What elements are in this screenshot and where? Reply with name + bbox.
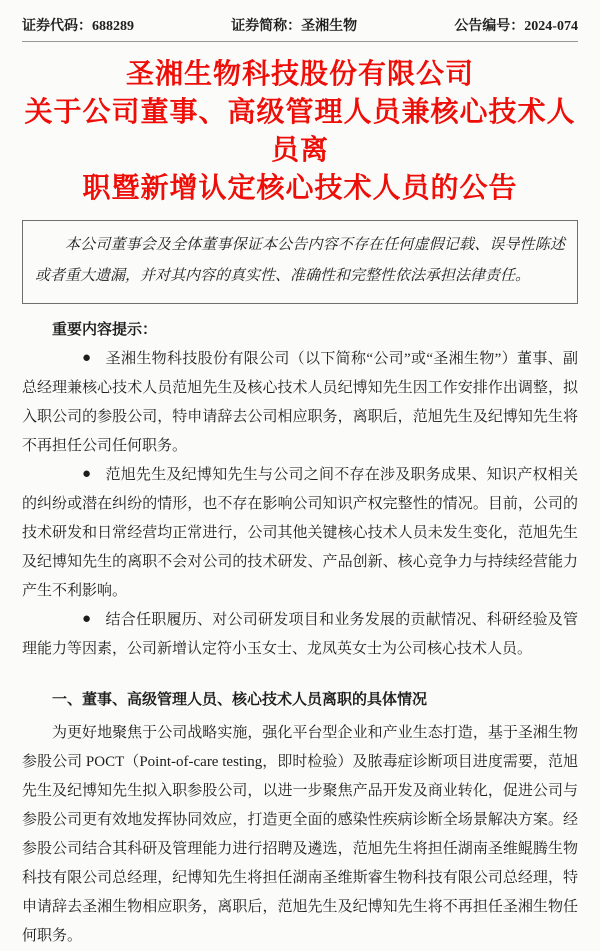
notice-bullet-2 xyxy=(22,461,578,606)
header-divider xyxy=(22,41,578,42)
stock-code: 证券代码：688289 xyxy=(22,19,134,34)
bullet-icon: ● xyxy=(82,350,92,366)
disclaimer-text: 本公司董事会及全体董事保证本公告内容不存在任何虚假记载、误导性陈述或者重大遗漏，并对其内容的真实性、准确性和完整性依法承担法律责任。 xyxy=(35,237,565,284)
document-header xyxy=(22,18,578,36)
document-title xyxy=(22,55,578,207)
important-notice-heading: 重要内容提示： xyxy=(52,322,158,338)
disclaimer-box xyxy=(22,220,578,304)
title-line-2: 关于公司董事、高级管理人员兼核心技术人员离 xyxy=(24,96,576,165)
notice-bullet-1 xyxy=(22,345,578,461)
section-1-paragraph: 为更好地聚焦于公司战略实施，强化平台型企业和产业生态打造，基于圣湘生物参股公司 POCT（Point-of-care testing，即时检验）及脓毒症诊断项目进度需要，范旭先生及纪博知先生拟入职参股公司，以进一步聚焦产品开发及商业转化，促进公司与参股公司更有效地发挥协同效应，打造更全面的感染性疾病诊断全场景解决方案。经参股公司结合其科研及管理能力进行招聘及遴选，范旭先生将担任湖南圣维鲲腾生物科技有限公司总经理，纪博知先生将担任湖南圣维斯睿生物科技有限公司总经理，特申请辞去圣湘生物相应职务，离职后，范旭先生及纪博知先生将不再担任圣湘生物任何职务。 xyxy=(22,725,578,944)
notice-bullet-3-text: 结合任职履历、对公司研发项目和业务发展的贡献情况、科研经验及管理能力等因素，公司新增认定符小玉女士、龙凤英女士为公司核心技术人员。 xyxy=(22,612,578,657)
bullet-icon: ● xyxy=(82,466,92,482)
announcement-number: 公告编号：2024-074 xyxy=(454,19,578,34)
notice-bullet-2-text: 范旭先生及纪博知先生与公司之间不存在涉及职务成果、知识产权相关的纠纷或潜在纠纷的情形，也不存在影响公司知识产权完整性的情况。目前，公司的技术研发和日常经营均正常进行，公司其他关键核心技术人员未发生变化，范旭先生及纪博知先生的离职不会对公司的技术研发、产品创新、核心竞争力与持续经营能力产生不利影响。 xyxy=(22,467,578,599)
notice-bullet-3 xyxy=(22,606,578,664)
title-line-1: 圣湘生物科技股份有限公司 xyxy=(125,58,474,89)
notice-bullet-1-text: 圣湘生物科技股份有限公司（以下简称“公司”或“圣湘生物”）董事、副总经理兼核心技术人员范旭先生及核心技术人员纪博知先生因工作安排作出调整，拟入职公司的参股公司，特申请辞去公司相应职务，离职后，范旭先生及纪博知先生将不再担任公司任何职务。 xyxy=(22,351,578,454)
stock-short-name: 证券简称：圣湘生物 xyxy=(231,19,358,34)
section-1-heading: 一、董事、高级管理人员、核心技术人员离职的具体情况 xyxy=(52,692,428,708)
title-line-3: 职暨新增认定核心技术人员的公告 xyxy=(82,172,518,203)
bullet-icon: ● xyxy=(82,611,92,627)
